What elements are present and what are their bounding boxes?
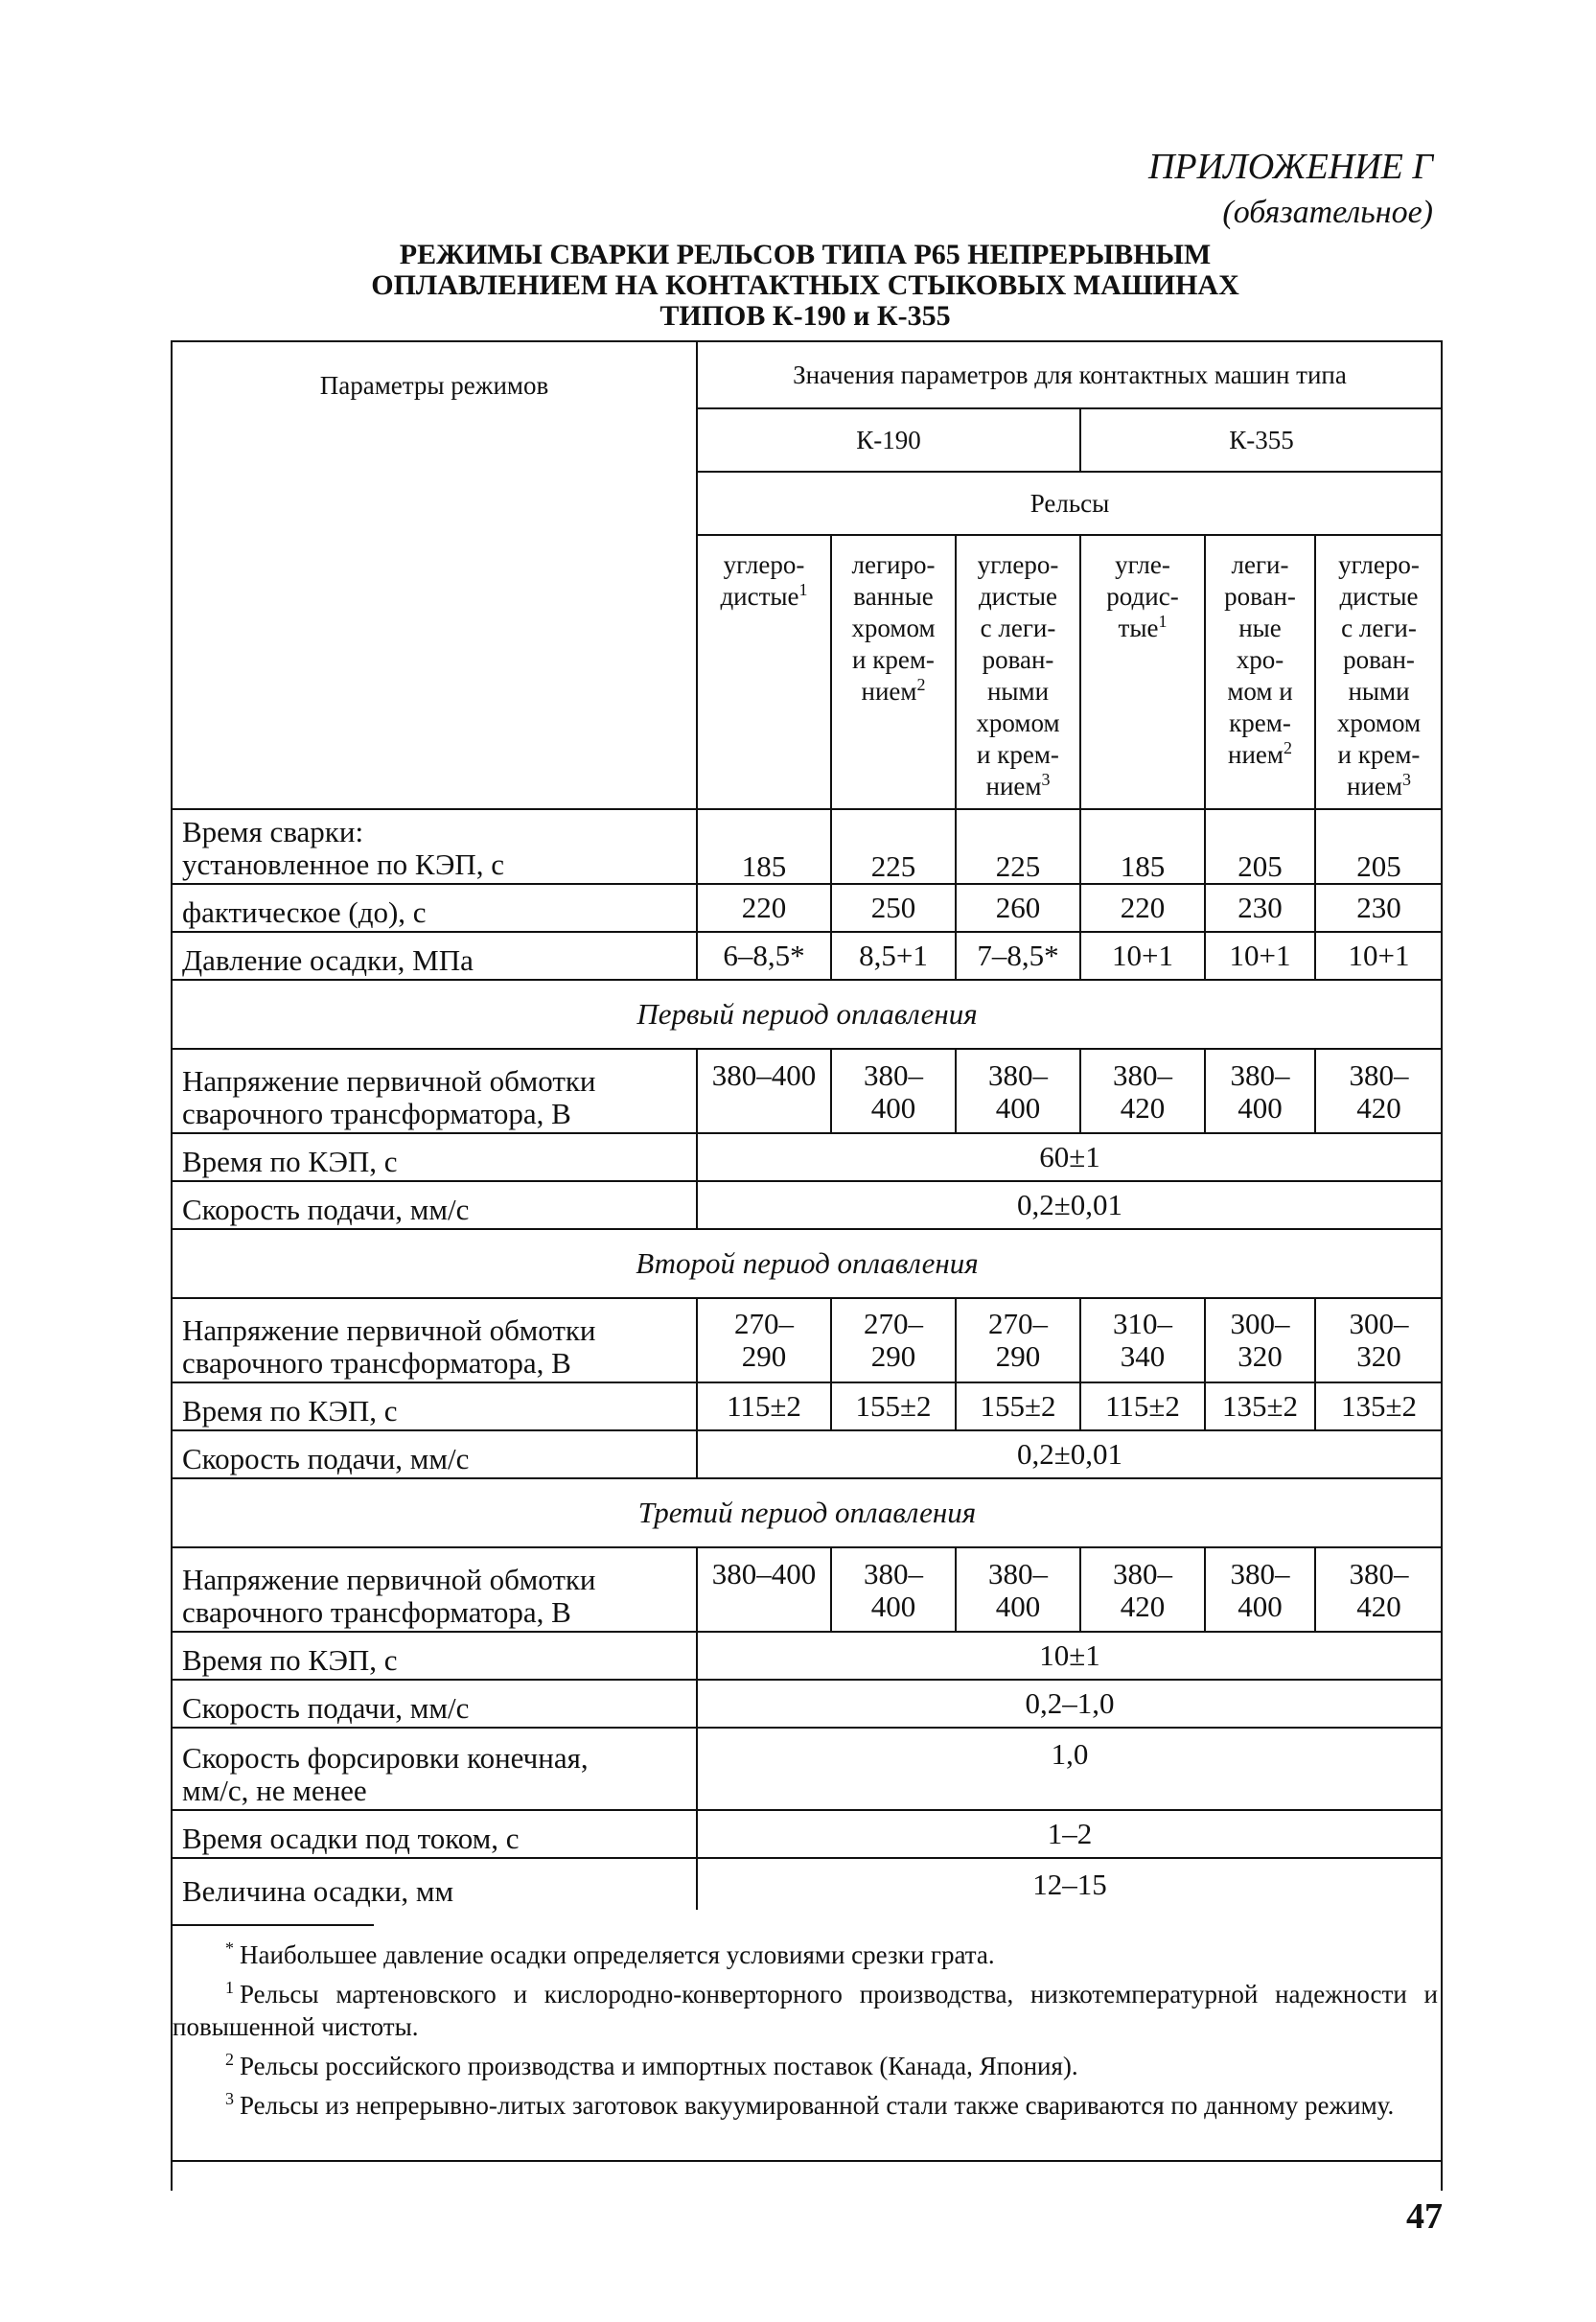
row-label: Время осадки под током, с	[173, 1810, 697, 1858]
table-cell: 6–8,5*	[697, 932, 831, 980]
table-cell: 10±1	[697, 1632, 1442, 1680]
section-title-period-3: Третий период оплавления	[173, 1478, 1442, 1547]
row-label: Скорость форсировки конечная, мм/с, не менее	[173, 1728, 697, 1810]
table-row	[173, 1430, 1442, 1478]
frame-bottom-rule	[171, 2160, 1443, 2162]
table-cell: 380– 400	[1205, 1049, 1315, 1133]
rail-type-6: углеро- дистые с леги- рован- ными хромом и крем- нием$^3$	[1315, 535, 1442, 809]
table-row	[173, 809, 1442, 884]
table-cell: 230	[1315, 884, 1442, 932]
title-line-3: ТИПОВ К-190 и К-355	[659, 300, 951, 332]
table-cell: 380– 400	[956, 1049, 1080, 1133]
table-cell: 115±2	[1080, 1382, 1205, 1430]
row-label: Скорость подачи, мм/с	[173, 1680, 697, 1728]
table-cell: 115±2	[697, 1382, 831, 1430]
table-row	[173, 932, 1442, 980]
table-cell: 380– 400	[831, 1547, 956, 1632]
appendix-title: ПРИЛОЖЕНИЕ Г	[1147, 147, 1433, 187]
table-cell: 155±2	[956, 1382, 1080, 1430]
row-label: Напряжение первичной обмотки сварочного трансформатора, В	[173, 1298, 697, 1382]
values-header: Значения параметров для контактных машин типа	[697, 341, 1442, 408]
table-row	[173, 1858, 1442, 1910]
param-header: Параметры режимов	[173, 341, 697, 809]
table-cell: 270– 290	[831, 1298, 956, 1382]
title-line-1: РЕЖИМЫ СВАРКИ РЕЛЬСОВ ТИПА Р65 НЕПРЕРЫВНЫМ	[399, 239, 1212, 270]
table-cell: 12–15	[697, 1858, 1442, 1910]
footnote: $^3$ Рельсы из непрерывно-литых заготовок вакуумированной стали также свариваются по данному режиму.	[225, 2089, 1395, 2120]
table-row	[173, 1810, 1442, 1858]
title-line-2: ОПЛАВЛЕНИЕМ НА КОНТАКТНЫХ СТЫКОВЫХ МАШИНАХ	[371, 269, 1239, 301]
table-cell: 10+1	[1315, 932, 1442, 980]
table-cell: 260	[956, 884, 1080, 932]
table-cell: 0,2–1,0	[697, 1680, 1442, 1728]
footnotes	[173, 1932, 1438, 2122]
table-row	[173, 1632, 1442, 1680]
row-label: Скорость подачи, мм/с	[173, 1430, 697, 1478]
table-cell: 220	[1080, 884, 1205, 932]
row-label: Давление осадки, МПа	[173, 932, 697, 980]
table-cell: 10+1	[1080, 932, 1205, 980]
table-cell: 185	[697, 809, 831, 884]
rail-type-5: леги- рован- ные хро- мом и крем- нием$^2$	[1205, 535, 1315, 809]
table-cell: 380– 420	[1315, 1049, 1442, 1133]
table-cell: 155±2	[831, 1382, 956, 1430]
table-cell: 380– 400	[956, 1547, 1080, 1632]
footnote-separator	[173, 1924, 374, 1926]
rail-type-2: легиро- ванные хромом и крем- нием$^2$	[831, 535, 956, 809]
rails-header: Рельсы	[697, 472, 1442, 535]
row-label: Время по КЭП, с	[173, 1632, 697, 1680]
table-cell: 380–400	[697, 1049, 831, 1133]
table-cell: 1,0	[697, 1728, 1442, 1810]
table-cell: 380–400	[697, 1547, 831, 1632]
table-cell: 380– 420	[1315, 1547, 1442, 1632]
table-cell: 380– 400	[831, 1049, 956, 1133]
page-number: 47	[1406, 2196, 1443, 2237]
table-cell: 185	[1080, 809, 1205, 884]
row-label: Время сварки: установленное по КЭП, с	[173, 809, 697, 884]
machine-k355: К-355	[1080, 408, 1442, 472]
appendix-subtitle: (обязательное)	[1222, 195, 1433, 230]
row-label: Скорость подачи, мм/с	[173, 1181, 697, 1229]
table-cell: 10+1	[1205, 932, 1315, 980]
table-cell: 270– 290	[956, 1298, 1080, 1382]
table-cell: 250	[831, 884, 956, 932]
row-label: Напряжение первичной обмотки сварочного трансформатора, В	[173, 1547, 697, 1632]
table-row	[173, 1728, 1442, 1810]
table-cell: 380– 420	[1080, 1547, 1205, 1632]
table-cell: 7–8,5*	[956, 932, 1080, 980]
table-row	[173, 1181, 1442, 1229]
table-cell: 135±2	[1315, 1382, 1442, 1430]
table-cell: 0,2±0,01	[697, 1430, 1442, 1478]
table-cell: 225	[956, 809, 1080, 884]
table-cell: 60±1	[697, 1133, 1442, 1181]
table-cell: 300– 320	[1205, 1298, 1315, 1382]
section-title-period-1: Первый период оплавления	[173, 980, 1442, 1049]
table-row	[173, 884, 1442, 932]
table-cell: 205	[1315, 809, 1442, 884]
rail-type-1: углеро- дистые$^1$	[697, 535, 831, 809]
table-row	[173, 1382, 1442, 1430]
rail-type-3: углеро- дистые с леги- рован- ными хромом и крем- нием$^3$	[956, 535, 1080, 809]
table-cell: 380– 400	[1205, 1547, 1315, 1632]
table-cell: 310– 340	[1080, 1298, 1205, 1382]
row-label: Время по КЭП, с	[173, 1382, 697, 1430]
table-cell: 0,2±0,01	[697, 1181, 1442, 1229]
table-row	[173, 1298, 1442, 1382]
table-cell: 270– 290	[697, 1298, 831, 1382]
row-label: фактическое (до), с	[173, 884, 697, 932]
welding-parameters-table	[173, 340, 1442, 1910]
table-row	[173, 1547, 1442, 1632]
row-label: Время по КЭП, с	[173, 1133, 697, 1181]
appendix-heading	[1148, 144, 1433, 236]
footnote: $^1$ Рельсы мартеновского и кислородно-конверторного производства, низкотемпературной надежности и повышенной чистоты.	[173, 1978, 1438, 2041]
document-title	[288, 240, 1323, 332]
table-cell: 1–2	[697, 1810, 1442, 1858]
table-cell: 135±2	[1205, 1382, 1315, 1430]
table-cell: 8,5+1	[831, 932, 956, 980]
machine-k190: К-190	[697, 408, 1080, 472]
table-cell: 380– 420	[1080, 1049, 1205, 1133]
table-cell: 225	[831, 809, 956, 884]
row-label: Величина осадки, мм	[182, 1874, 454, 1908]
table-row	[173, 1049, 1442, 1133]
table-cell: 220	[697, 884, 831, 932]
table-cell: 205	[1205, 809, 1315, 884]
rail-type-4: угле- родис- тые$^1$	[1080, 535, 1205, 809]
table-cell: 300– 320	[1315, 1298, 1442, 1382]
row-label: Напряжение первичной обмотки сварочного трансформатора, В	[173, 1049, 697, 1133]
footnote: $^2$ Рельсы российского производства и импортных поставок (Канада, Япония).	[225, 2050, 1078, 2080]
section-title-period-2: Второй период оплавления	[173, 1229, 1442, 1298]
footnote: * Наибольшее давление осадки определяется условиями срезки грата.	[225, 1939, 995, 1969]
table-row	[173, 1133, 1442, 1181]
table-cell: 230	[1205, 884, 1315, 932]
table-row	[173, 1680, 1442, 1728]
